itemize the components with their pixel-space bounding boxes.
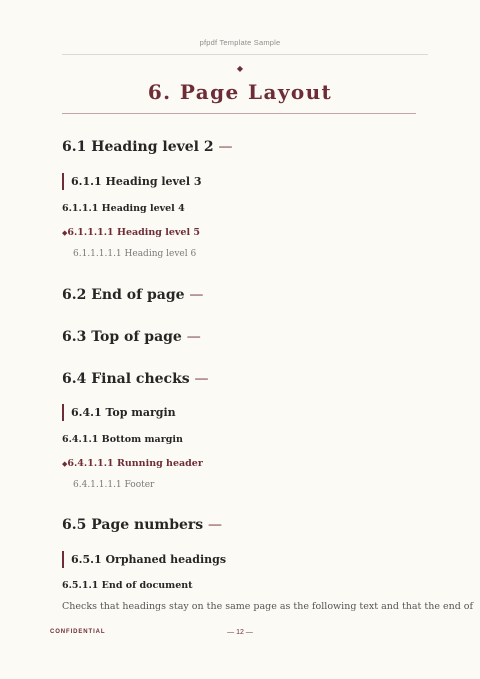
- diamond-ornament-icon: ◆: [236, 64, 244, 73]
- heading-6: 6.4.1.1.1.1 Footer: [73, 480, 155, 490]
- heading-2: [62, 517, 222, 533]
- heading-text: 6.1.1.1.1 Heading level 5: [67, 227, 201, 238]
- heading-2: [62, 287, 203, 303]
- diamond-bullet-icon: ◆: [62, 229, 68, 237]
- heading-6: 6.1.1.1.1.1 Heading level 6: [73, 249, 197, 259]
- heading-2: [62, 371, 209, 387]
- heading-accent-bar: [62, 173, 64, 190]
- heading-text: 6.4 Final checks: [62, 371, 190, 387]
- heading-2: [62, 139, 232, 155]
- footer-page-number: — 12 —: [227, 629, 253, 636]
- diamond-bullet-icon: ◆: [62, 460, 68, 468]
- header-divider: [62, 54, 428, 55]
- heading-4: 6.5.1.1 End of document: [62, 580, 193, 591]
- chapter-title: 6. Page Layout: [147, 80, 333, 104]
- running-header: pfpdf Template Sample: [199, 38, 281, 47]
- heading-dash: —: [186, 329, 201, 345]
- heading-text: 6.5.1 Orphaned headings: [71, 553, 227, 566]
- heading-text: 6.1.1 Heading level 3: [71, 175, 202, 188]
- body-paragraph: Checks that headings stay on the same page as the following text and that the end of: [62, 601, 474, 612]
- heading-dash: —: [208, 517, 223, 533]
- heading-dash: —: [194, 371, 209, 387]
- heading-text: 6.1 Heading level 2: [62, 139, 214, 155]
- heading-dash: —: [218, 139, 233, 155]
- heading-accent-bar: [62, 551, 64, 568]
- heading-text: 6.5 Page numbers: [62, 517, 204, 533]
- heading-2: [62, 329, 201, 345]
- heading-accent-bar: [62, 404, 64, 421]
- heading-5: [62, 227, 200, 238]
- heading-4: 6.4.1.1 Bottom margin: [62, 434, 183, 445]
- heading-text: 6.4.1 Top margin: [71, 406, 176, 419]
- chapter-title-rule: [62, 113, 416, 114]
- heading-5: [62, 458, 203, 469]
- heading-4: 6.1.1.1 Heading level 4: [62, 203, 185, 214]
- heading-dash: —: [189, 287, 204, 303]
- heading-text: 6.3 Top of page: [62, 329, 182, 345]
- heading-text: 6.4.1.1.1 Running header: [67, 458, 203, 469]
- heading-text: 6.2 End of page: [62, 287, 185, 303]
- footer-confidential-label: CONFIDENTIAL: [50, 629, 106, 635]
